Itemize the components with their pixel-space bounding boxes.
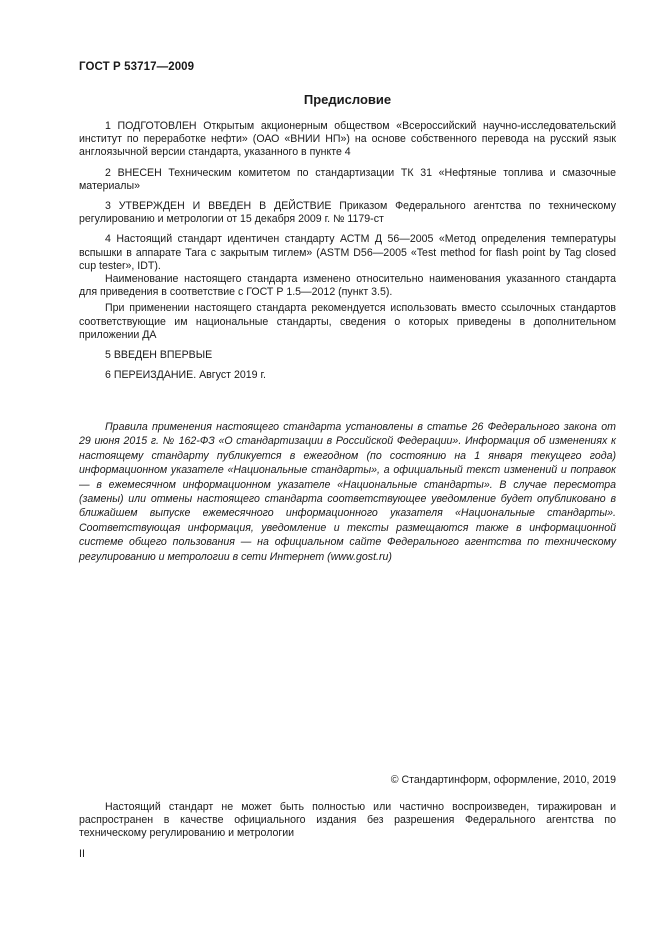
item-4-name-change: Наименование настоящего стандарта изменено относительно наименования указанного стандарта для приведения в соответствие с ГОСТ Р 1.5—2012 (пункт 3.5). (79, 273, 616, 299)
page-title: Предисловие (303, 92, 392, 107)
item-2-introduced: 2 ВНЕСЕН Техническим комитетом по стандартизации ТК 31 «Нефтяные топлива и смазочные материалы» (79, 166, 616, 192)
item-4-identical: 4 Настоящий стандарт идентичен стандарту АСТМ Д 56—2005 «Метод определения температуры вспышки в аппарате Тага с закрытым тиглем» (ASTM D56—2005 «Test method for flash point by Tag closed cup tester», IDT). (79, 233, 616, 272)
application-rules-text: Правила применения настоящего стандарта установлены в статье 26 Федерального закона от 29 июня 2015 г. № 162-ФЗ «О стандартизации в Российской Федерации». Информация об изменениях к настоящему стандарту публикуется в ежегодном (по состоянию на 1 января текущего года) информационном указателе «Национальные стандарты», а официальный текст изменений и поправок — в ежемесячном информационном указателе «Национальные стандарты». В случае пересмотра (замены) или отмены настоящего стандарта соответствующее уведомление будет опубликовано в ближайшем выпуске ежемесячного информационного указателя «Национальные стандарты». Соответствующая информация, уведомление и тексты размещаются также в информационной системе общего пользования — на официальном сайте Федерального агентства по техническому регулированию и метрологии в сети Интернет (www.gost.ru) (79, 421, 616, 563)
item-5-first-introduced: 5 ВВЕДЕН ВПЕРВЫЕ (105, 349, 213, 362)
item-4-references: При применении настоящего стандарта рекомендуется использовать вместо ссылочных стандартов соответствующие им национальные стандарты, сведения о которых приведены в дополнительном приложении ДА (79, 302, 616, 341)
copyright-line: © Стандартинформ, оформление, 2010, 2019 (390, 774, 616, 786)
item-3-approved: 3 УТВЕРЖДЕН И ВВЕДЕН В ДЕЙСТВИЕ Приказом Федерального агентства по техническому регулированию и метрологии от 15 декабря 2009 г. № 1179-ст (79, 200, 616, 226)
standard-code-header: ГОСТ Р 53717—2009 (79, 61, 195, 73)
item-1-prepared: 1 ПОДГОТОВЛЕН Открытым акционерным обществом «Всероссийский научно-исследовательский институт по переработке нефти» (ОАО «ВНИИ НП») на основе собственного перевода на русский язык англоязычной версии стандарта, указанного в пункте 4 (79, 120, 616, 159)
item-6-reissue: 6 ПЕРЕИЗДАНИЕ. Август 2019 г. (105, 369, 266, 382)
page-number: II (79, 848, 85, 860)
foreword-body (79, 120, 616, 382)
reproduction-notice: Настоящий стандарт не может быть полностью или частично воспроизведен, тиражирован и распространен в качестве официального издания без разрешения Федерального агентства по техническому регулированию и метрологии (79, 801, 616, 840)
